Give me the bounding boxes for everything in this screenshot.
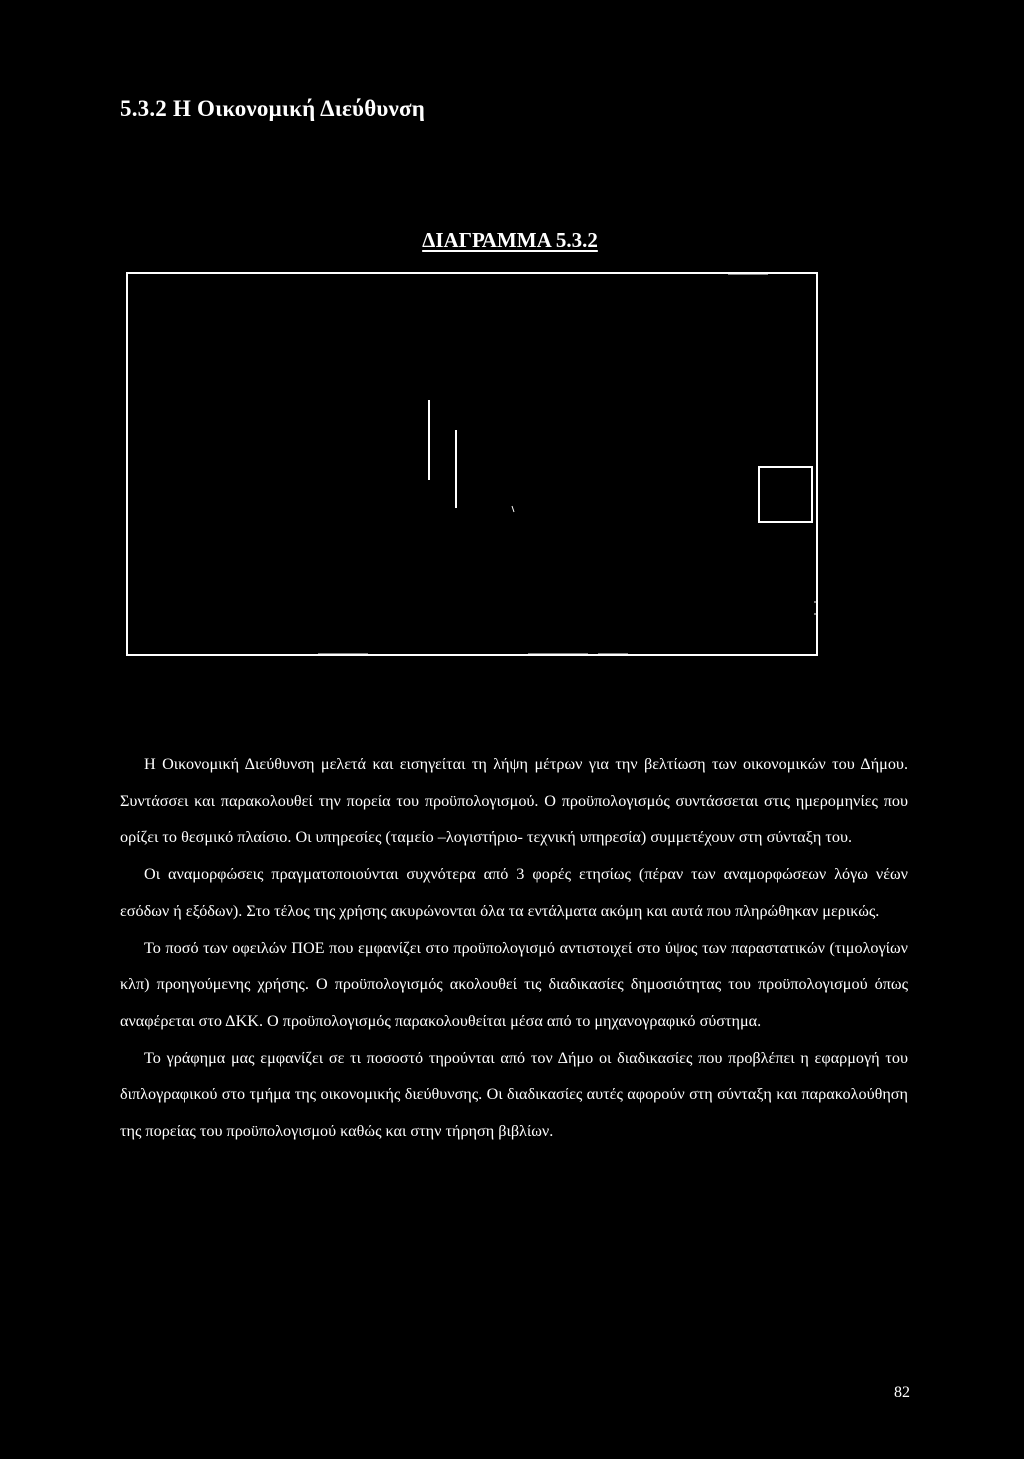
page-number: 82: [894, 1384, 910, 1401]
body-text: [120, 746, 908, 1150]
paragraph: Το ποσό των οφειλών ΠΟΕ που εμφανίζει στο προϋπολογισμό αντιστοιχεί στο ύψος των παραστατικών (τιμολογίων κλπ) προηγούμενης χρήσης. Ο προϋπολογισμός ακολουθεί τις διαδικασίες δημοσιότητας του προϋπολογισμού όπως αναφέρεται στο ΔΚΚ. Ο προϋπολογισμός παρακολουθείται μέσα από το μηχανογραφικό σύστημα.: [120, 938, 908, 1030]
section-heading: 5.3.2 Η Οικονομική Διεύθυνση: [120, 96, 425, 121]
diagram-frame: [126, 272, 818, 656]
diagram-title: ΔΙΑΓΡΑΜΜΑ 5.3.2: [422, 228, 598, 252]
diagram-graphic: [128, 274, 820, 658]
diagram-legend-box: [759, 467, 812, 522]
paragraph: Το γράφημα μας εμφανίζει σε τι ποσοστό τηρούνται από τον Δήμο οι διαδικασίες που προβλέπει η εφαρμογή του διπλογραφικού στο τμήμα της οικονομικής διεύθυνσης. Οι διαδικασίες αυτές αφορούν στη σύνταξη και παρακολούθηση της πορείας του προϋπολογισμού καθώς και στην τήρηση βιβλίων.: [120, 1048, 908, 1141]
paragraph: Οι αναμορφώσεις πραγματοποιούνται συχνότερα από 3 φορές ετησίως (πέραν των αναμορφώσεων λόγω νέων εσόδων ή εξόδων). Στο τέλος της χρήσης ακυρώνονται όλα τα εντάλματα ακόμη και αυτά που πληρώθηκαν μερικώς.: [120, 865, 908, 920]
diagram-tick-mark: [512, 506, 514, 512]
paragraph: Η Οικονομική Διεύθυνση μελετά και εισηγείται τη λήψη μέτρων για την βελτίωση των οικονομικών του Δήμου. Συντάσσει και παρακολουθεί την πορεία του προϋπολογισμού. Ο προϋπολογισμός συντάσσεται στις ημερομηνίες που ορίζει το θεσμικό πλαίσιο. Οι υπηρεσίες (ταμείο –λογιστήριο- τεχνική υπηρεσία) συμμετέχουν στη σύνταξη του.: [120, 755, 908, 847]
